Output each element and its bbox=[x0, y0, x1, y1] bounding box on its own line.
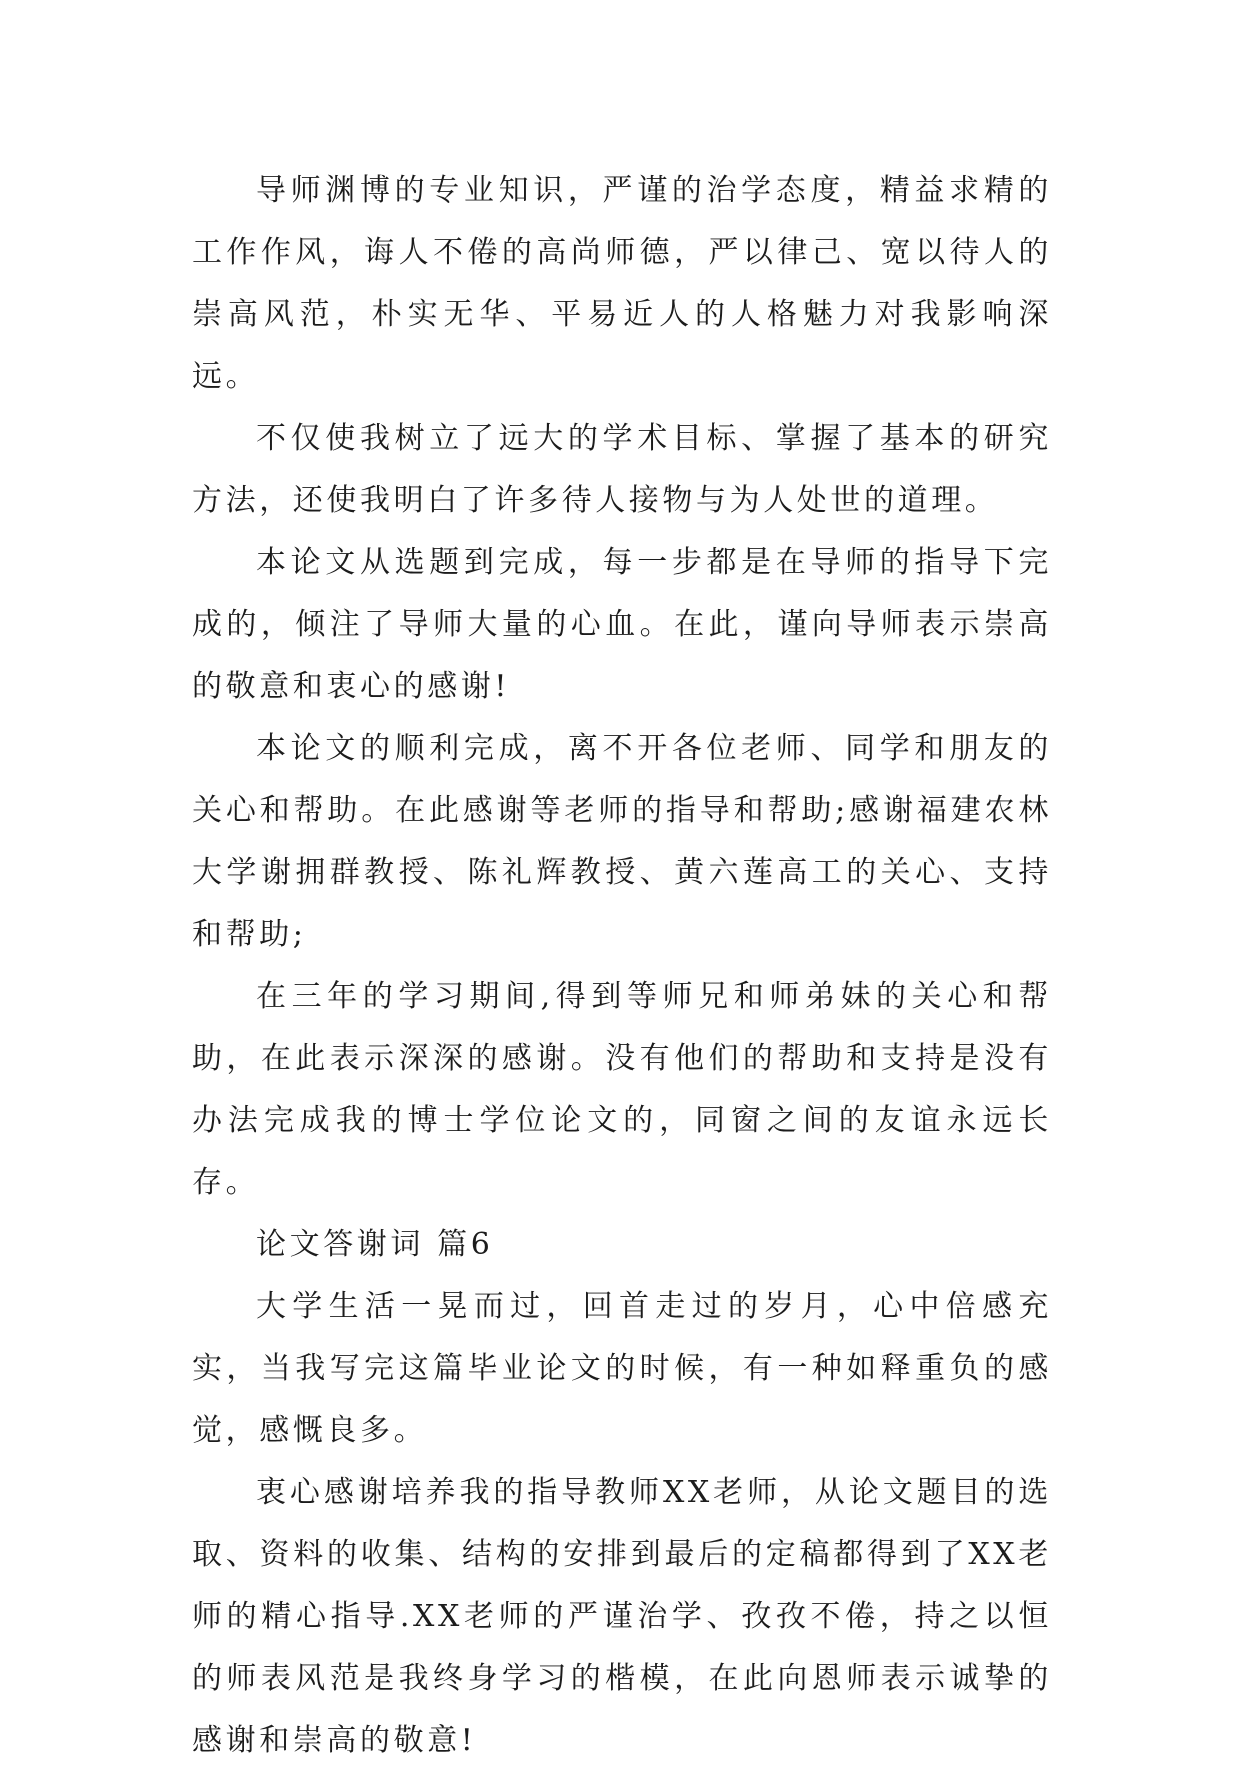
paragraph-college-life: 大学生活一晃而过，回首走过的岁月，心中倍感充实，当我写完这篇毕业论文的时候，有一种如释重负的感觉，感慨良多。 bbox=[192, 1289, 1052, 1448]
paragraph-academic-goals: 不仅使我树立了远大的学术目标、掌握了基本的研究方法，还使我明白了许多待人接物与为人处世的道理。 bbox=[192, 421, 1052, 518]
paragraph-thesis-guidance: 本论文从选题到完成，每一步都是在导师的指导下完成的，倾注了导师大量的心血。在此，谨向导师表示崇高的敬意和衷心的感谢! bbox=[192, 545, 1052, 704]
section-heading: 论文答谢词 篇6 bbox=[256, 1227, 494, 1262]
paragraph-mentor-qualities: 导师渊博的专业知识，严谨的治学态度，精益求精的工作作风，诲人不倦的高尚师德，严以律己、宽以待人的崇高风范，朴实无华、平易近人的人格魅力对我影响深远。 bbox=[192, 173, 1052, 394]
document-body bbox=[192, 160, 1052, 1772]
paragraph-thanks-classmates: 在三年的学习期间,得到等师兄和师弟妹的关心和帮助，在此表示深深的感谢。没有他们的帮助和支持是没有办法完成我的博士学位论文的，同窗之间的友谊永远长存。 bbox=[192, 979, 1052, 1200]
paragraph-thanks-teachers: 本论文的顺利完成，离不开各位老师、同学和朋友的关心和帮助。在此感谢等老师的指导和帮助;感谢福建农林大学谢拥群教授、陈礼辉教授、黄六莲高工的关心、支持和帮助; bbox=[192, 731, 1052, 952]
paragraph-thanks-advisor: 衷心感谢培养我的指导教师XX老师，从论文题目的选取、资料的收集、结构的安排到最后的定稿都得到了XX老师的精心指导.XX老师的严谨治学、孜孜不倦，持之以恒的师表风范是我终身学习的楷模，在此向恩师表示诚挚的感谢和崇高的敬意! bbox=[192, 1475, 1052, 1758]
